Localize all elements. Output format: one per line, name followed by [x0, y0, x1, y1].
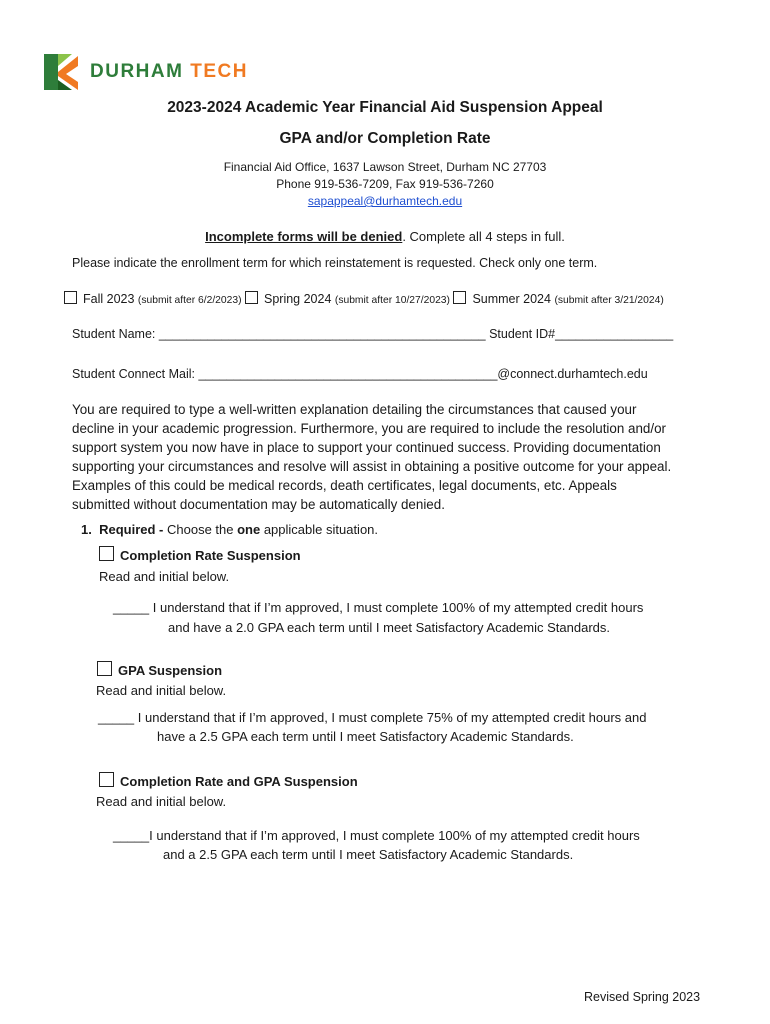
explanation-line: supporting your circumstances and resolve will assist in obtaining a positive outcome for your appeal.	[72, 459, 672, 474]
warning-bold: Incomplete forms will be denied	[205, 229, 403, 244]
explanation-line: support system you now have in place to support your continued success. Providing documentation	[72, 440, 661, 455]
form-subtitle: GPA and/or Completion Rate	[279, 130, 491, 147]
checkbox-gpa[interactable]	[97, 661, 112, 676]
term-option-spring[interactable]	[245, 292, 450, 306]
term-spring-note: (submit after 10/27/2023)	[334, 295, 450, 306]
term-option-summer[interactable]	[453, 292, 663, 306]
checkbox-completion-rate[interactable]	[99, 546, 114, 561]
option-completion-rate	[99, 546, 301, 563]
step-1-number: 1.	[81, 522, 92, 537]
step-1-text: Choose the	[163, 522, 238, 537]
revision-note: Revised Spring 2023	[584, 990, 701, 1004]
initial-line-gpa[interactable]: _____ I understand that if I’m approved, I must complete 75% of my attempted credit hours and	[98, 710, 647, 725]
option-instruction: Read and initial below.	[99, 569, 230, 584]
term-summer-note: (submit after 3/21/2024)	[554, 295, 664, 306]
logo-wordmark	[90, 61, 248, 83]
option-statement: and have a 2.0 GPA each term until I meet Satisfactory Academic Standards.	[168, 620, 610, 635]
checkbox-fall-2023[interactable]	[64, 291, 77, 304]
term-fall-label: Fall 2023	[83, 292, 135, 306]
initial-line-completion-rate[interactable]: _____ I understand that if I’m approved, I must complete 100% of my attempted credit hours	[113, 600, 644, 615]
term-instruction: Please indicate the enrollment term for which reinstatement is requested. Check only one term.	[72, 256, 598, 270]
warning-rest: . Complete all 4 steps in full.	[402, 229, 565, 244]
logo-word-durham: DURHAM	[90, 61, 184, 82]
initial-line-completion-rate-and-gpa[interactable]: _____I understand that if I’m approved, I must complete 100% of my attempted credit hours	[113, 828, 640, 843]
term-fall-note: (submit after 6/2/2023)	[137, 295, 242, 306]
option-heading: Completion Rate and GPA Suspension	[120, 774, 358, 789]
step-1-emphasis: one	[237, 522, 261, 537]
option-instruction: Read and initial below.	[96, 794, 227, 809]
option-heading: Completion Rate Suspension	[120, 548, 301, 563]
logo-word-tech: TECH	[190, 61, 248, 82]
option-completion-rate-and-gpa	[99, 772, 358, 789]
option-heading: GPA Suspension	[118, 663, 223, 678]
explanation-line: submitted without documentation may be automatically denied.	[72, 497, 445, 512]
step-1-heading	[81, 522, 378, 537]
checkbox-summer-2024[interactable]	[453, 291, 466, 304]
term-spring-label: Spring 2024	[264, 292, 332, 306]
explanation-line: You are required to type a well-written explanation detailing the circumstances that caused your	[72, 402, 637, 417]
option-statement: have a 2.5 GPA each term until I meet Satisfactory Academic Standards.	[157, 729, 574, 744]
warning-line	[0, 229, 770, 244]
explanation-line: Examples of this could be medical records, death certificates, legal documents, etc. Appeals	[72, 478, 617, 493]
term-option-fall[interactable]	[64, 292, 242, 306]
option-statement: and a 2.5 GPA each term until I meet Satisfactory Academic Standards.	[163, 847, 574, 862]
option-gpa	[97, 661, 222, 678]
option-instruction: Read and initial below.	[96, 683, 227, 698]
term-summer-label: Summer 2024	[472, 292, 551, 306]
step-1-text-end: applicable situation.	[260, 522, 379, 537]
explanation-line: decline in your academic progression. Furthermore, you are required to include the resolution and/or	[72, 421, 666, 436]
explanation-paragraph	[72, 400, 712, 514]
form-title: 2023-2024 Academic Year Financial Aid Suspension Appeal	[167, 99, 603, 116]
step-1-required: Required -	[99, 522, 164, 537]
office-address: Financial Aid Office, 1637 Lawson Street, Durham NC 27703	[223, 160, 547, 174]
office-email-link[interactable]: sapappeal@durhamtech.edu	[307, 194, 463, 208]
checkbox-completion-rate-and-gpa[interactable]	[99, 772, 114, 787]
term-options	[64, 291, 664, 306]
durham-tech-logo	[42, 52, 282, 92]
student-connect-mail-field[interactable]: Student Connect Mail: ___________________________________________@connect.durhamtech.edu	[72, 367, 648, 381]
office-phone: Phone 919-536-7209, Fax 919-536-7260	[276, 177, 494, 191]
checkbox-spring-2024[interactable]	[245, 291, 258, 304]
durham-tech-logo-icon	[42, 52, 82, 92]
student-name-id-field[interactable]: Student Name: _______________________________________________ Student ID#_________________	[72, 327, 674, 341]
